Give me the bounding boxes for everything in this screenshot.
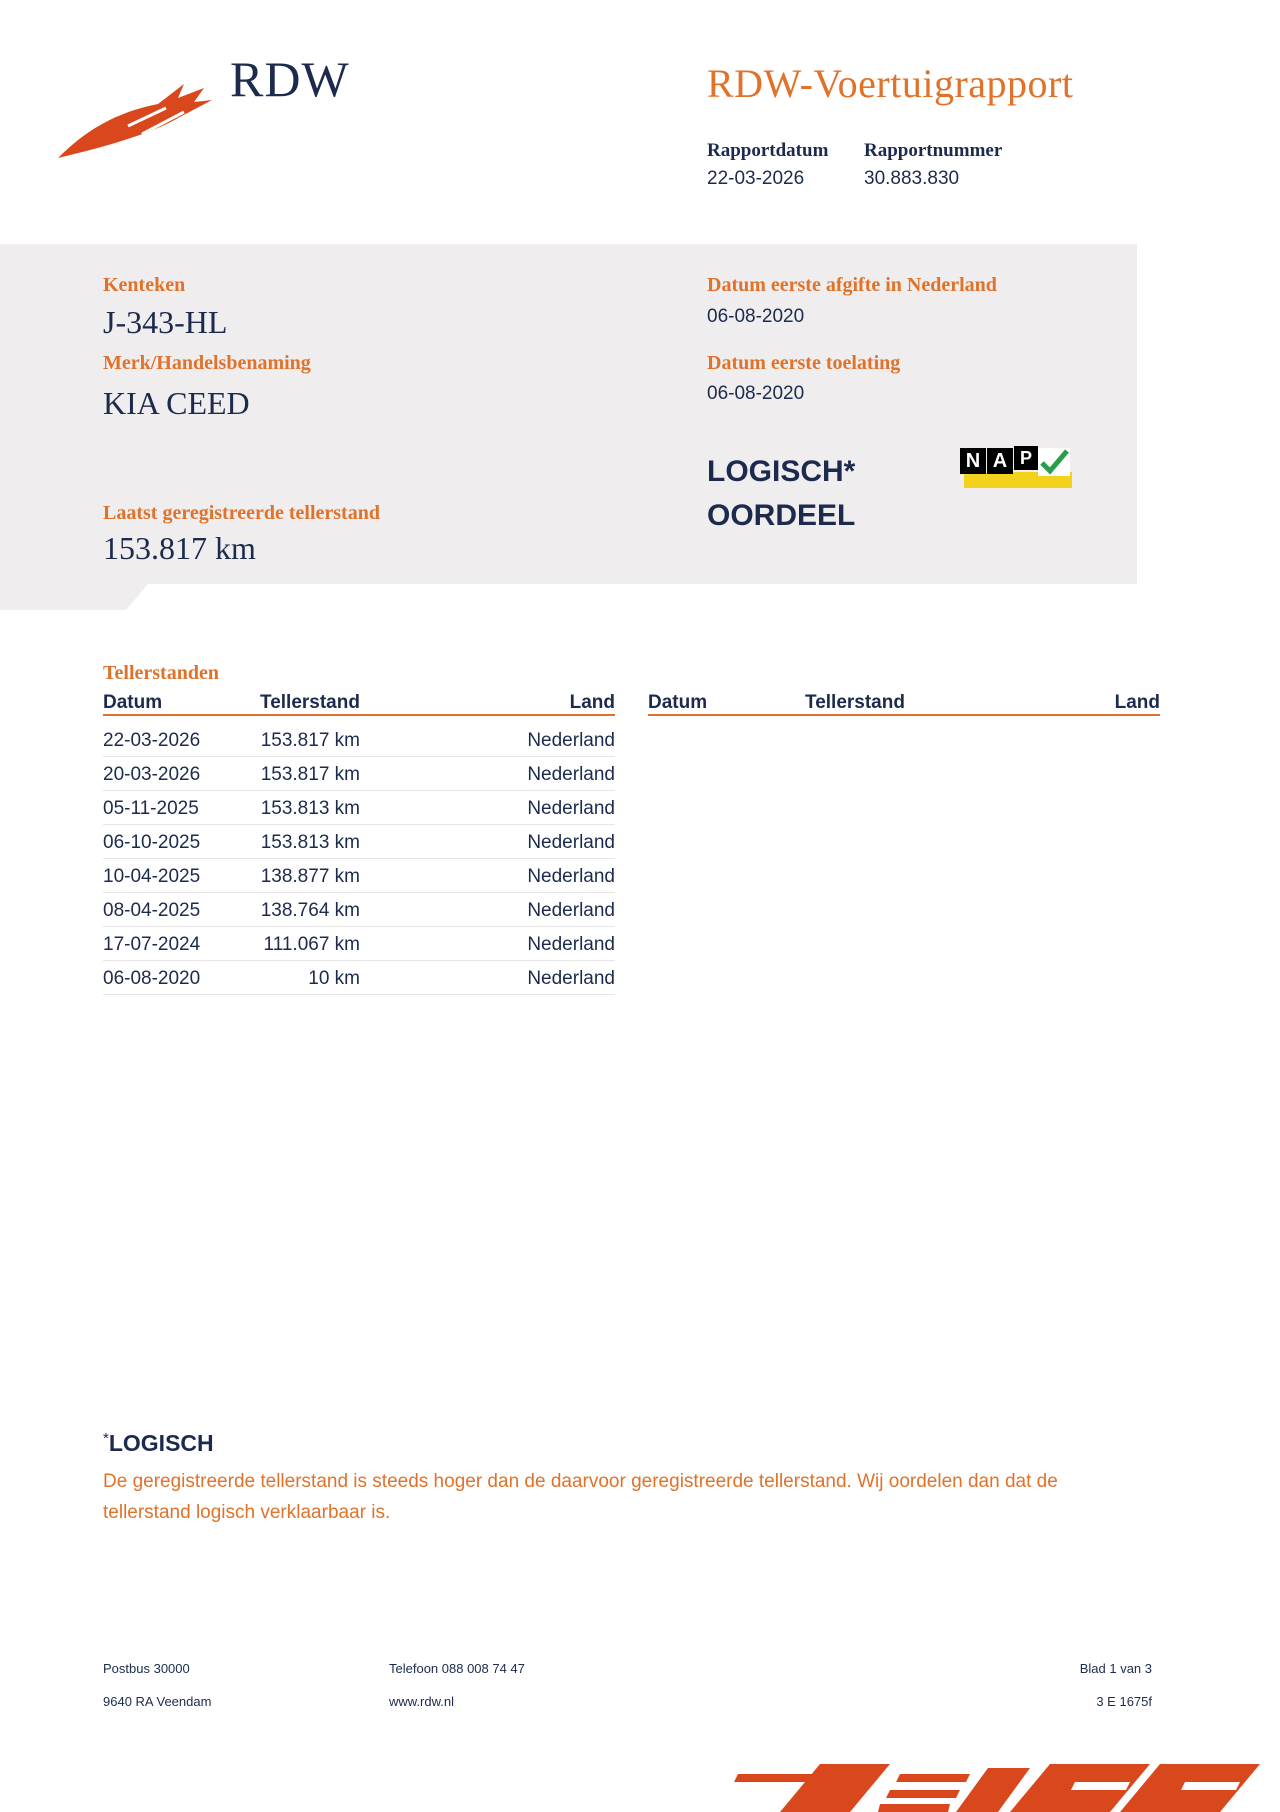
- readings-heading: Tellerstanden: [103, 662, 219, 684]
- verdict-line2: OORDEEL: [707, 499, 856, 532]
- row-odometer: 153.817 km: [260, 730, 360, 751]
- footer-phone: Telefoon 088 008 74 47: [389, 1661, 525, 1676]
- report-date-label: Rapportdatum: [707, 140, 829, 161]
- footer-code: 3 E 1675f: [1096, 1694, 1152, 1709]
- row-odometer: 153.813 km: [260, 798, 360, 819]
- table-row: [103, 722, 615, 757]
- table-row: [103, 926, 615, 961]
- nap-letter-p: P: [1014, 446, 1038, 470]
- col-header-odometer-2: Tellerstand: [805, 692, 905, 713]
- col-header-odometer: Tellerstand: [260, 692, 360, 713]
- footer-address-2: 9640 RA Veendam: [103, 1694, 212, 1709]
- row-country: Nederland: [527, 866, 615, 887]
- table-row: [103, 858, 615, 893]
- table-header-line: [103, 714, 615, 716]
- nap-letter-a: A: [987, 448, 1013, 474]
- plate-label: Kenteken: [103, 274, 186, 296]
- table-header-line-2: [648, 714, 1160, 716]
- row-country: Nederland: [527, 798, 615, 819]
- check-icon: [1038, 448, 1070, 476]
- footer-page: Blad 1 van 3: [1079, 1661, 1152, 1676]
- row-country: Nederland: [527, 832, 615, 853]
- table-row: [103, 892, 615, 927]
- footnote-star: *: [103, 1430, 109, 1447]
- make-value: KIA CEED: [103, 385, 250, 421]
- footer-stripes-decoration: [730, 1760, 1280, 1812]
- row-date: 08-04-2025: [103, 900, 201, 921]
- plate-value: J-343-HL: [103, 304, 228, 340]
- row-country: Nederland: [527, 900, 615, 921]
- table-row: [103, 756, 615, 791]
- report-date: 22-03-2026: [707, 168, 805, 189]
- verdict-line1: LOGISCH*: [707, 455, 856, 488]
- footnote-title-text: LOGISCH: [108, 1430, 214, 1456]
- row-odometer: 153.817 km: [260, 764, 360, 785]
- rdw-logo-icon: [58, 78, 218, 162]
- col-header-date-2: Datum: [648, 692, 708, 713]
- footer-website: www.rdw.nl: [389, 1694, 455, 1709]
- first-issue-value: 06-08-2020: [707, 306, 805, 327]
- row-country: Nederland: [527, 730, 615, 751]
- row-date: 06-08-2020: [103, 968, 201, 989]
- row-date: 05-11-2025: [103, 798, 199, 819]
- logo-text: RDW: [230, 51, 350, 107]
- report-number-label: Rapportnummer: [864, 140, 1003, 161]
- first-admission-label: Datum eerste toelating: [707, 352, 901, 374]
- row-odometer: 10 km: [308, 968, 360, 989]
- row-country: Nederland: [527, 764, 615, 785]
- first-admission-value: 06-08-2020: [707, 383, 805, 404]
- footnote-body: De geregistreerde tellerstand is steeds hoger dan de daarvoor geregistreerde tellerstand. Wij oordelen dan dat de tellerstand logisch verklaarbaar is.: [103, 1471, 1058, 1523]
- row-odometer: 138.764 km: [260, 900, 360, 921]
- col-header-country: Land: [569, 692, 615, 713]
- col-header-date: Datum: [103, 692, 163, 713]
- row-odometer: 153.813 km: [260, 832, 360, 853]
- row-date: 20-03-2026: [103, 764, 201, 785]
- report-title: RDW-Voertuigrapport: [707, 61, 1074, 106]
- row-date: 22-03-2026: [103, 730, 201, 751]
- footnote-title: [103, 1430, 214, 1457]
- table-row: [103, 790, 615, 825]
- row-date: 06-10-2025: [103, 832, 201, 853]
- col-header-country-2: Land: [1114, 692, 1160, 713]
- row-date: 10-04-2025: [103, 866, 201, 887]
- make-label: Merk/Handelsbenaming: [103, 352, 311, 374]
- nap-logo: [960, 446, 1076, 492]
- odometer-value: 153.817 km: [103, 530, 256, 566]
- report-number: 30.883.830: [864, 168, 960, 189]
- row-date: 17-07-2024: [103, 934, 201, 955]
- row-odometer: 111.067 km: [263, 934, 360, 955]
- table-row: [103, 824, 615, 859]
- row-country: Nederland: [527, 934, 615, 955]
- verdict: [707, 450, 855, 538]
- footer-address-1: Postbus 30000: [103, 1661, 190, 1676]
- first-issue-label: Datum eerste afgifte in Nederland: [707, 274, 997, 296]
- table-row: [103, 960, 615, 995]
- row-odometer: 138.877 km: [260, 866, 360, 887]
- row-country: Nederland: [527, 968, 615, 989]
- odometer-label: Laatst geregistreerde tellerstand: [103, 502, 380, 524]
- nap-letter-n: N: [960, 448, 986, 474]
